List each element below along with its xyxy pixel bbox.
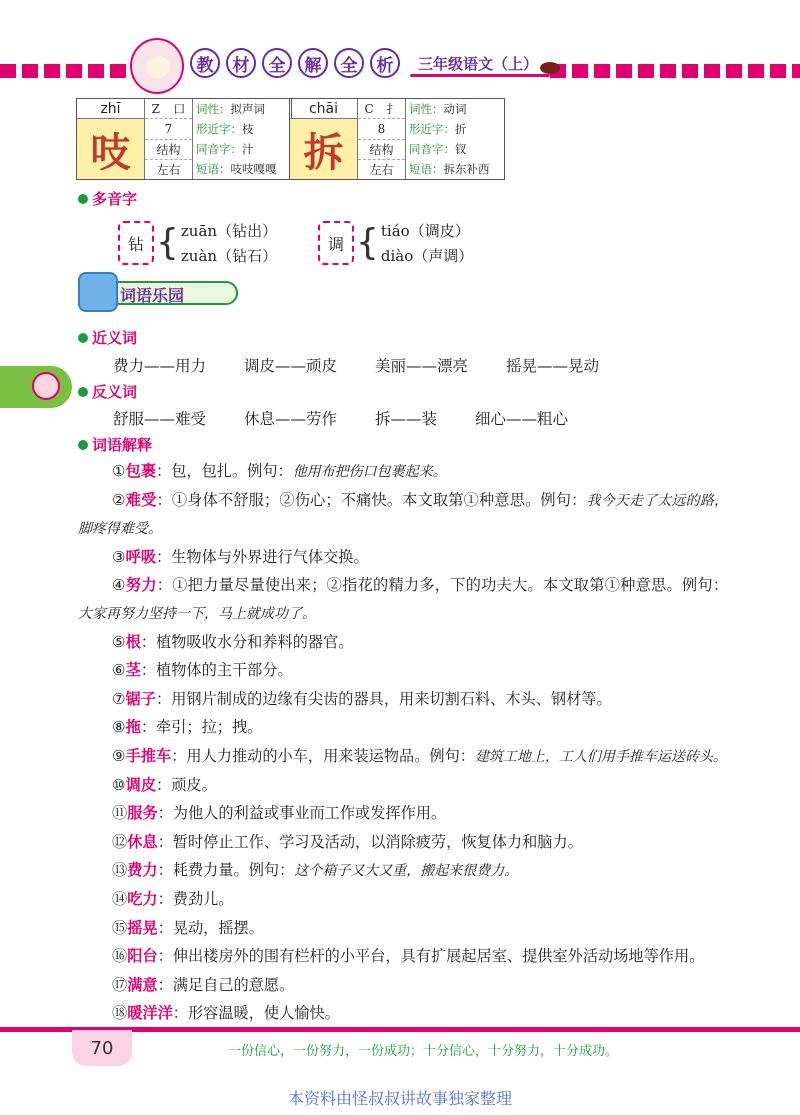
- char-structure: 左右: [156, 162, 181, 177]
- synonym-pair: 摇晃——晃动: [506, 357, 600, 375]
- book-title-char: 教: [190, 48, 220, 78]
- definition-item: [78, 1000, 728, 1029]
- definition-text: ：耗费力量。例句：: [157, 861, 295, 880]
- banner-title: 词语乐园: [120, 286, 185, 305]
- synonym-pair: 美丽——漂亮: [375, 357, 469, 375]
- definition-item: [78, 629, 728, 658]
- book-title-char: 材: [226, 48, 256, 78]
- definition-item: [78, 915, 728, 944]
- char-homophone: 同音字： 钗: [409, 142, 467, 156]
- definition-term: 手推车: [125, 746, 172, 765]
- char-structure: 左右: [369, 162, 394, 177]
- synonym-pair: 费力——用力: [113, 357, 207, 375]
- definition-number: ⑧: [112, 718, 126, 737]
- definition-number: ⑨: [112, 746, 126, 765]
- definition-text: ：生物体与外界进行气体交换。: [156, 547, 369, 566]
- section-definitions-title: 词语解释: [78, 434, 152, 455]
- synonym-pairs: [113, 354, 637, 376]
- definitions-list: [78, 458, 728, 1029]
- bullet-dot-icon: [78, 440, 88, 450]
- definition-number: ②: [112, 490, 126, 509]
- char-radical: Z 口: [145, 99, 192, 119]
- book-title-char: 析: [370, 48, 400, 78]
- definition-term: 阳台: [127, 947, 158, 966]
- definition-term: 难受: [125, 490, 157, 509]
- antonym-pair: 拆——装: [375, 410, 438, 428]
- definition-text: ：伸出楼房外的围有栏杆的小平台，具有扩展起居室、提供室外活动场地等作用。: [157, 947, 705, 966]
- definition-item: [78, 829, 728, 858]
- mascot-face-icon: [32, 372, 60, 400]
- definition-term: 努力: [125, 576, 157, 595]
- char-pinyin: zhī: [77, 99, 144, 119]
- definition-text: ：用钢片制成的边缘有尖齿的器具，用来切割石料、木头、钢材等。: [156, 689, 612, 708]
- definition-text: ：暂时停止工作、学习及活动，以消除疲劳，恢复体力和脑力。: [157, 832, 583, 851]
- char-similar: 形近字： 枝: [196, 122, 254, 136]
- bullet-dot-icon: [78, 387, 88, 397]
- definition-term: 满意: [127, 975, 158, 994]
- definition-example: 建筑工地上，工人们用手推车运送砖头。: [474, 748, 727, 765]
- definition-item: [78, 743, 728, 772]
- book-title-char: 全: [262, 48, 292, 78]
- definition-item: [78, 772, 728, 801]
- definition-item: [78, 943, 728, 972]
- definition-example: 我今天走了太远的路，脚疼得难受。: [78, 492, 729, 538]
- definition-item: [78, 544, 728, 573]
- definition-number: ⑥: [112, 661, 126, 680]
- definition-text: ：牵引；拉；拽。: [140, 718, 263, 737]
- definition-term: 休息: [127, 832, 158, 851]
- definition-text: ：①把力量尽量使出来；②指花的精力多，下的功夫大。本文取第①种意思。例句：: [156, 576, 729, 595]
- definition-item: [78, 714, 728, 743]
- definition-example: 他用布把伤口包裹起来。: [292, 464, 447, 480]
- section-synonyms-title: 近义词: [78, 327, 137, 348]
- definition-text: ：植物吸收水分和养料的器官。: [140, 632, 354, 651]
- polyphonic-item: [118, 218, 277, 268]
- definition-item: [78, 972, 728, 1001]
- char-card: [76, 98, 292, 180]
- book-title-char: 全: [334, 48, 364, 78]
- section-antonyms-title: 反义词: [78, 381, 137, 402]
- book-character-icon: [78, 272, 118, 312]
- definition-number: ⑰: [112, 975, 128, 994]
- char-phrase: 短语： 吱吱嘎嘎: [196, 162, 277, 176]
- definition-number: ⑫: [112, 832, 128, 851]
- definition-item: [78, 657, 728, 686]
- definition-number: ⑬: [112, 861, 128, 880]
- char-similar: 形近字： 折: [409, 122, 467, 136]
- definition-number: ⑦: [112, 689, 126, 708]
- definition-item: [78, 886, 728, 915]
- definition-item: [78, 857, 728, 886]
- polyphonic-reading: zuàn（钻石）: [180, 247, 278, 265]
- definition-text: ：①身体不舒服；②伤心；不痛快。本文取第①种意思。例句：: [156, 490, 587, 509]
- definition-text: ：满足自己的意愿。: [157, 975, 295, 994]
- definition-number: ⑪: [112, 804, 128, 823]
- definition-number: ①: [112, 462, 126, 480]
- char-card: [289, 98, 505, 180]
- source-note: 本资料由怪叔叔讲故事独家整理: [287, 1089, 512, 1108]
- book-title-char: 解: [298, 48, 328, 78]
- definition-number: ⑮: [112, 918, 128, 937]
- char-radical: C 扌: [358, 99, 405, 119]
- page-header: [0, 38, 800, 98]
- definition-text: ：用人力推动的小车，用来装运物品。例句：: [171, 746, 475, 765]
- word-park-banner: [78, 272, 238, 312]
- char-pos: 词性： 动词: [409, 102, 467, 116]
- grade-subtitle: 三年级语文（上）: [418, 55, 539, 73]
- definition-item: [78, 686, 728, 715]
- definition-term: 锯子: [125, 689, 156, 708]
- antonym-pair: 细心——粗心: [475, 410, 569, 428]
- definition-item: [78, 458, 728, 487]
- definition-text: ：费劲儿。: [157, 889, 234, 908]
- definition-number: ③: [112, 547, 126, 566]
- brace-icon: {: [156, 222, 179, 263]
- polyphonic-char: 钻: [118, 221, 154, 265]
- definition-term: 暖洋洋: [127, 1004, 173, 1023]
- polyphonic-char: 调: [318, 221, 354, 265]
- definition-item: [78, 487, 728, 544]
- definition-item: [78, 800, 728, 829]
- definition-term: 包裹: [125, 462, 156, 480]
- char-structure-label: 结构: [358, 140, 405, 160]
- definition-number: ④: [112, 576, 126, 595]
- definition-number: ⑩: [112, 775, 126, 794]
- definition-term: 呼吸: [125, 547, 156, 566]
- antonym-pair: 休息——劳作: [244, 410, 338, 428]
- char-phrase: 短语： 拆东补西: [409, 162, 490, 176]
- book-title: [190, 48, 400, 78]
- char-strokes: 8: [358, 119, 405, 139]
- definition-term: 茎: [125, 661, 141, 680]
- pen-icon: [540, 62, 560, 74]
- side-tab: [0, 366, 72, 408]
- definition-example: 这个箱子又大又重，搬起来很费力。: [294, 863, 519, 880]
- definition-term: 服务: [127, 804, 158, 823]
- definition-number: ⑯: [112, 947, 128, 966]
- polyphonic-item: [318, 218, 473, 268]
- page-number: 70: [72, 1030, 132, 1066]
- polyphonic-reading: zuān（钻出）: [180, 222, 278, 240]
- definition-text: ：包，包扎。例句：: [156, 462, 293, 480]
- section-polyphonic-title: 多音字: [78, 188, 137, 209]
- subtitle-underline: [410, 74, 550, 77]
- definition-item: [78, 572, 728, 628]
- char-pos: 词性： 拟声词: [196, 102, 265, 116]
- char-strokes: 7: [145, 119, 192, 139]
- char-homophone: 同音字： 汁: [196, 142, 254, 156]
- bullet-dot-icon: [78, 333, 88, 343]
- char-glyph: 拆: [290, 119, 357, 179]
- definition-text: ：顽皮。: [156, 775, 217, 794]
- definition-text: ：植物体的主干部分。: [140, 661, 293, 680]
- bullet-dot-icon: [78, 194, 88, 204]
- char-glyph: 吱: [77, 119, 144, 179]
- definition-term: 调皮: [125, 775, 156, 794]
- char-pinyin: chāi: [290, 99, 357, 119]
- definition-term: 摇晃: [127, 918, 158, 937]
- definition-example: 大家再努力坚持一下，马上就成功了。: [78, 605, 316, 622]
- definition-text: ：晃动，摇摆。: [157, 918, 264, 937]
- definition-term: 拖: [125, 718, 141, 737]
- definition-number: ⑭: [112, 889, 128, 908]
- definition-term: 吃力: [127, 889, 158, 908]
- polyphonic-reading: tiáo（调皮）: [380, 222, 470, 240]
- definition-term: 根: [125, 632, 141, 651]
- antonym-pairs: [113, 407, 606, 429]
- footer-motto: 一份信心，一份努力，一份成功；十分信心，十分努力，十分成功。: [228, 1044, 619, 1059]
- mascot-icon: [130, 38, 184, 94]
- char-structure-label: 结构: [145, 140, 192, 160]
- antonym-pair: 舒服——难受: [113, 410, 207, 428]
- definition-term: 费力: [127, 861, 158, 880]
- definition-number: ⑱: [112, 1004, 128, 1023]
- definition-text: ：形容温暖，使人愉快。: [172, 1004, 340, 1023]
- definition-text: ：为他人的利益或事业而工作或发挥作用。: [157, 804, 447, 823]
- brace-icon: {: [356, 222, 379, 263]
- definition-number: ⑤: [112, 632, 126, 651]
- synonym-pair: 调皮——顽皮: [244, 357, 338, 375]
- polyphonic-reading: diào（声调）: [380, 247, 474, 265]
